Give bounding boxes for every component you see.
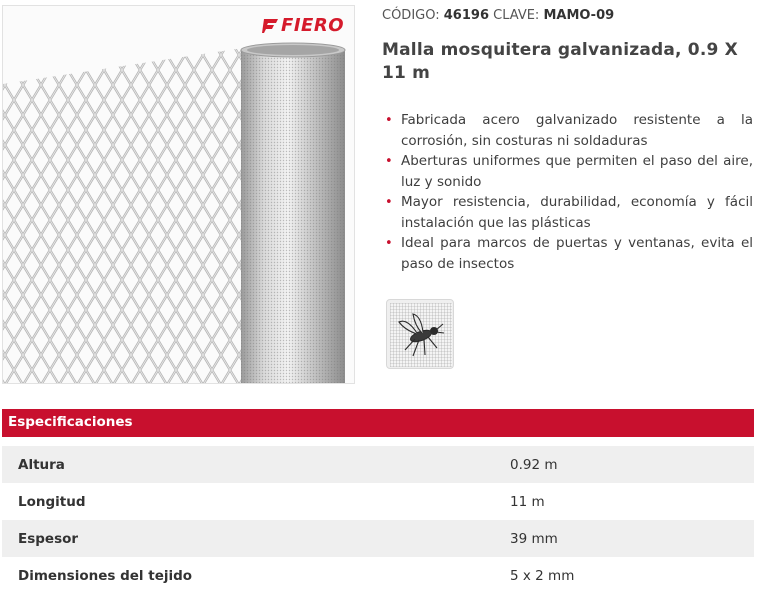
bullet-icon: • <box>385 113 393 128</box>
brand-name: FIERO <box>281 15 344 36</box>
spec-value: 11 m <box>510 493 545 510</box>
spec-value: 0.92 m <box>510 456 558 473</box>
feature-item <box>385 151 753 192</box>
table-row <box>2 557 754 594</box>
product-code-line <box>382 8 752 23</box>
product-code: 46196 <box>443 8 489 23</box>
insect-screen-thumbnail[interactable] <box>386 299 454 369</box>
product-info <box>382 8 752 85</box>
table-row <box>2 483 754 520</box>
bullet-icon: • <box>385 154 393 169</box>
insect-screen-icon <box>387 300 454 369</box>
spec-label: Longitud <box>18 493 86 510</box>
clave-label: CLAVE: <box>493 8 540 23</box>
feature-text: Ideal para marcos de puertas y ventanas, evita el paso de insectos <box>401 235 753 272</box>
feature-list <box>385 110 753 275</box>
feature-text: Mayor resistencia, durabilidad, economía y fácil instalación que las plásticas <box>401 194 753 231</box>
feature-item <box>385 192 753 233</box>
code-label: CÓDIGO: <box>382 8 440 23</box>
brand-logo-icon <box>262 19 278 33</box>
specs-table <box>2 446 754 594</box>
feature-item <box>385 110 753 151</box>
bullet-icon: • <box>385 236 393 251</box>
brand-logo <box>262 15 344 36</box>
feature-text: Aberturas uniformes que permiten el paso del aire, luz y sonido <box>401 153 753 190</box>
feature-item <box>385 233 753 275</box>
spec-value: 39 mm <box>510 530 558 547</box>
specs-header: Especificaciones <box>2 409 754 437</box>
product-clave: MAMO-09 <box>543 8 615 23</box>
spec-value: 5 x 2 mm <box>510 567 575 584</box>
product-image <box>2 5 355 384</box>
spec-label: Altura <box>18 456 65 473</box>
spec-label: Espesor <box>18 530 79 547</box>
product-title: Malla mosquitera galvanizada, 0.9 X 11 m <box>382 40 738 83</box>
mesh-roll-image <box>3 6 355 384</box>
feature-text: Fabricada acero galvanizado resistente a la corrosión, sin costuras ni soldaduras <box>401 112 753 149</box>
table-row <box>2 520 754 557</box>
bullet-icon: • <box>385 195 393 210</box>
table-row <box>2 446 754 483</box>
spec-label: Dimensiones del tejido <box>18 567 193 584</box>
